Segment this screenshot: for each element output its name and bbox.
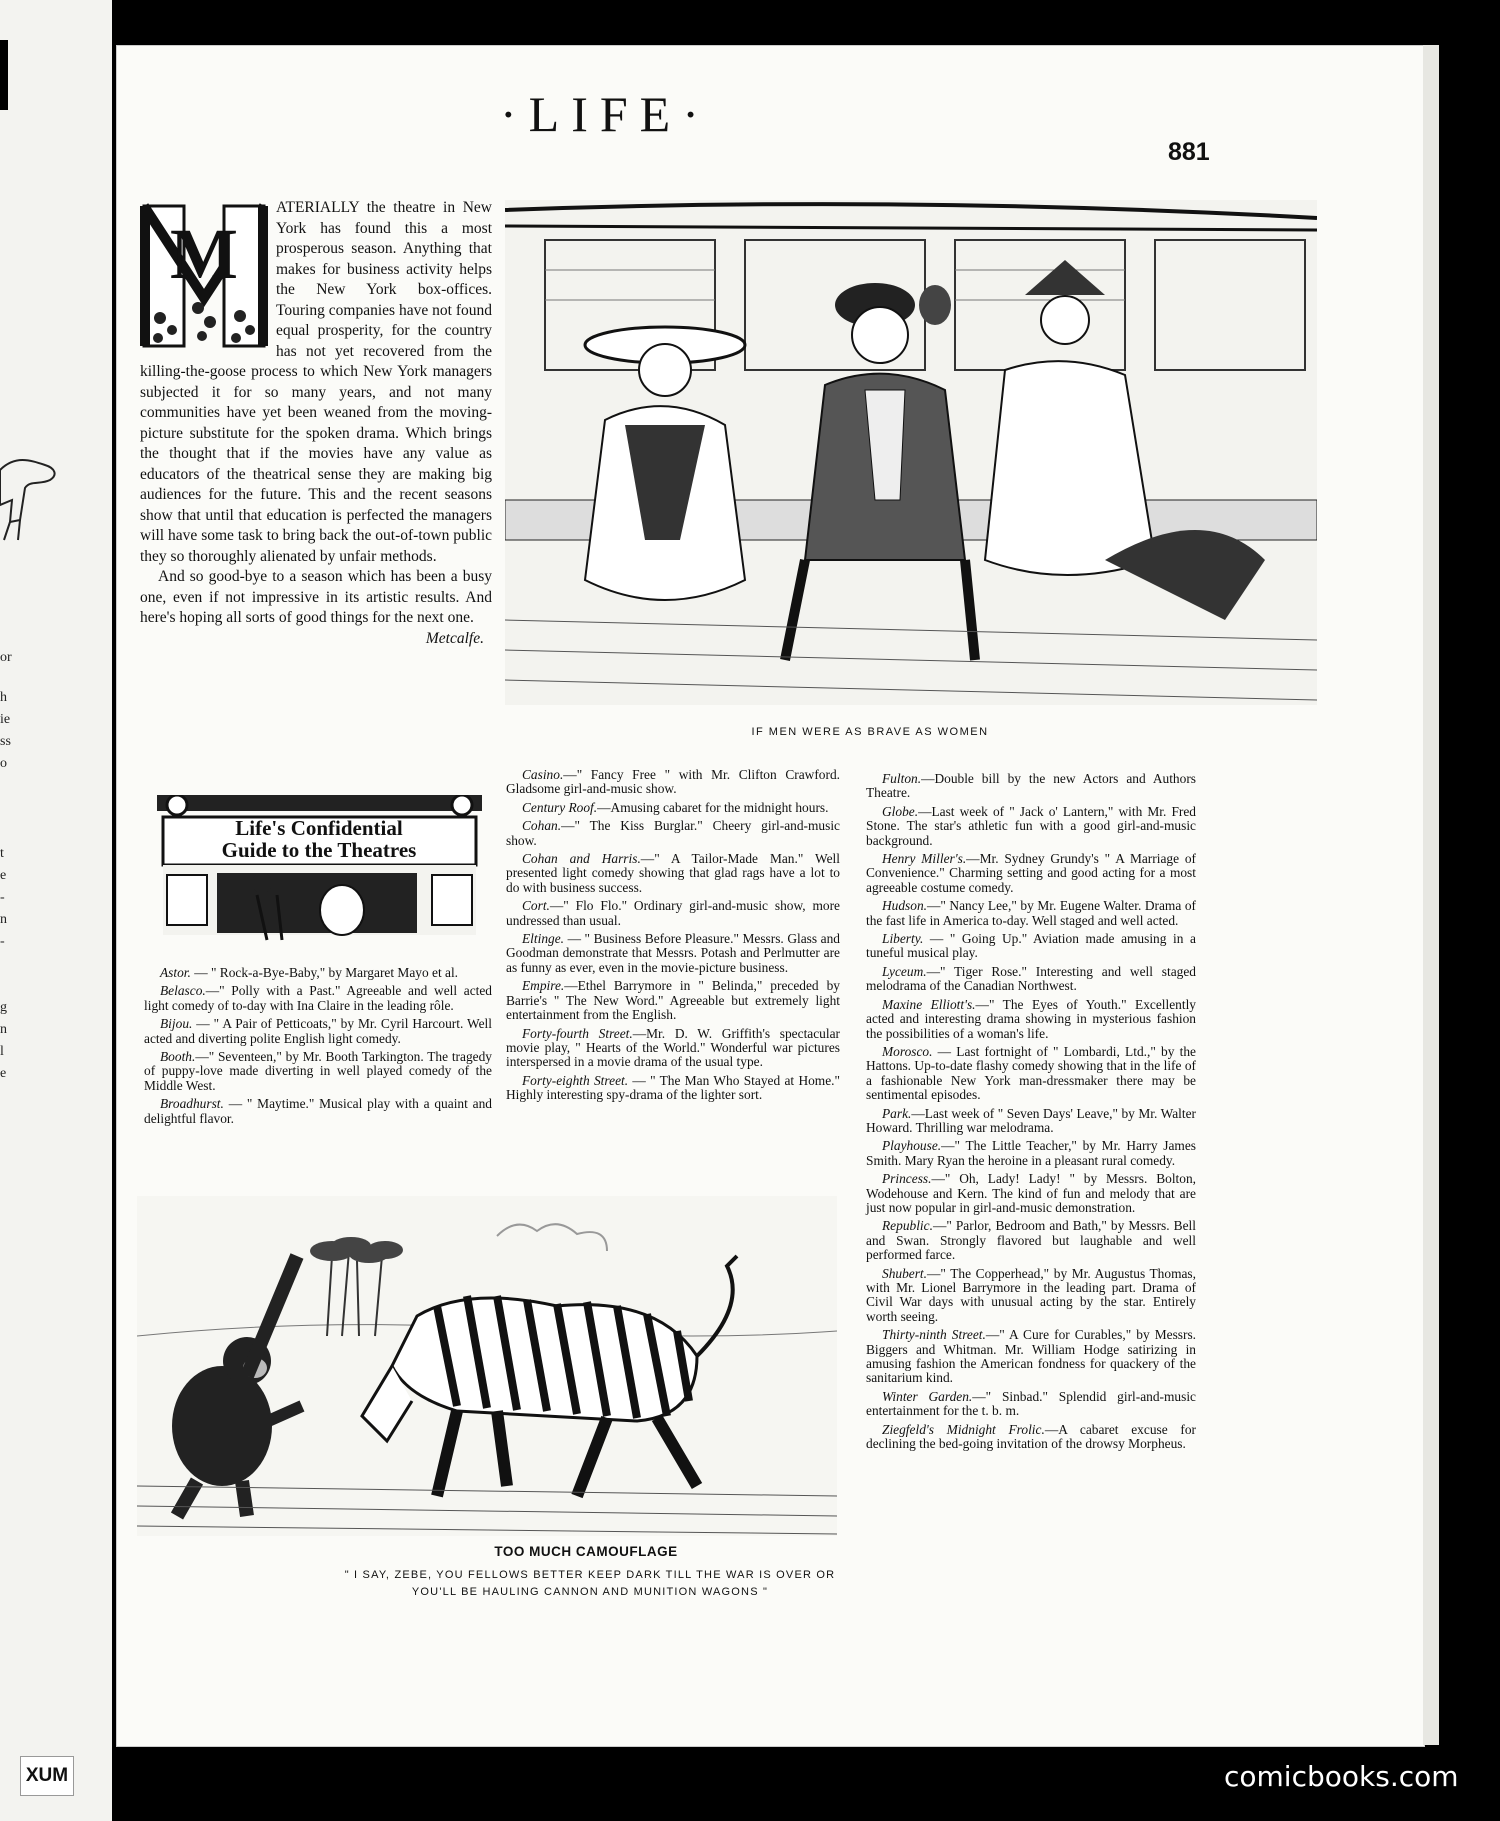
theatre-name: Astor. bbox=[160, 965, 191, 980]
theatre-description: — Last fortnight of " Lombardi, Ltd.," by the Hattons. Up-to-date flashy comedy showing that in the life of a fashionable New York man-dressmaker there may be sentimental episodes. bbox=[866, 1043, 1196, 1103]
scan-label: XUM bbox=[20, 1756, 74, 1796]
theatre-description: —" A Tailor-Made Man." Well presented light comedy showing that glad rags have a lot to do with business success. bbox=[506, 851, 840, 895]
theatre-entry bbox=[506, 852, 840, 895]
theatre-entry bbox=[506, 899, 840, 928]
theatre-description: —" Tiger Rose." Interesting and well staged melodrama of the Canadian Northwest. bbox=[866, 963, 1196, 994]
previous-page-text-fragment: or bbox=[0, 650, 12, 665]
theatre-description: —Amusing cabaret for the midnight hours. bbox=[597, 799, 829, 815]
theatre-entry bbox=[866, 932, 1196, 961]
theatre-description: —" The Copperhead," by Mr. Augustus Thomas, with Mr. Lionel Barrymore in the leading part. Drama of Civil War days with unusual acting by the star. Entirely worth seeing. bbox=[866, 1265, 1196, 1324]
theatre-description: —Ethel Barrymore in " Belinda," preceded by Barrie's " The New Word." Agreeable but extremely light entertainment from the English. bbox=[506, 978, 840, 1023]
previous-page-text-fragment: e bbox=[0, 868, 7, 883]
theatre-description: —" Fancy Free " with Mr. Clifton Crawford. Gladsome girl-and-music show. bbox=[506, 767, 840, 797]
signature: Metcalfe. bbox=[425, 629, 484, 647]
theatre-entry bbox=[866, 1139, 1196, 1168]
theatre-description: —" Seventeen," by Mr. Booth Tarkington. The tragedy of puppy-love made diverting in well played comedy of the Middle West. bbox=[144, 1049, 492, 1093]
theatre-entry bbox=[866, 1390, 1196, 1419]
previous-page-text-fragment: - bbox=[0, 890, 5, 905]
theatre-description: — " The Man Who Stayed at Home." Highly interesting spy-drama of the lighter sort. bbox=[506, 1072, 840, 1103]
theatre-entry bbox=[144, 1050, 492, 1093]
cartoon-train-compartment bbox=[505, 200, 1317, 705]
previous-page-text-fragment: o bbox=[0, 756, 7, 771]
theatre-name: Thirty-ninth Street. bbox=[882, 1327, 986, 1343]
theatre-name: Eltinge. bbox=[522, 931, 565, 947]
theatre-name: Maxine Elliott's. bbox=[882, 996, 976, 1012]
guide-title bbox=[158, 817, 480, 861]
previous-page-text-fragment: e bbox=[0, 1066, 7, 1081]
theatre-description: —Last week of " Seven Days' Leave," by Mr. Walter Howard. Thrilling war melodrama. bbox=[866, 1105, 1196, 1135]
theatre-description: —" The Little Teacher," by Mr. Harry James Smith. Mary Ryan the heroine in a pleasant rural comedy. bbox=[866, 1138, 1196, 1168]
theatre-description: — " Business Before Pleasure." Messrs. Glass and Goodman demonstrate that Messrs. Potash and Perlmutter are as funny as ever, even in the movie-picture business. bbox=[506, 931, 840, 975]
theatre-entry bbox=[144, 1017, 492, 1046]
intro-paragraph: ATERIALLY the theatre in New York has found this a most prosperous season. Anything that makes for business activity helps the New York box-offices. Touring companies have not found equal prosperity, for the country has not yet recovered from the killing-the-goose process to which New York managers subjected it for so many years, and not many communities have yet been weaned from the moving-picture substitute for the spoken drama. Which brings the thought that if the movies have any value as educators of the theatrical sense they are making big audiences for the future. This and the recent seasons show that until that education is perfected the managers will have some task to bring back the out-of-town public they so thoroughly alienated by unfair methods. bbox=[140, 199, 492, 565]
theatre-description: — " A Pair of Petticoats," by Mr. Cyril Harcourt. Well acted and diverting polite English light comedy. bbox=[144, 1016, 492, 1046]
theatre-name: Shubert. bbox=[882, 1265, 928, 1281]
theatre-name: Liberty. bbox=[882, 931, 924, 947]
theatre-entry bbox=[866, 965, 1196, 994]
theatre-entry bbox=[866, 998, 1196, 1041]
theatre-name: Lyceum. bbox=[882, 963, 927, 979]
cartoon-zebra-and-monkey bbox=[137, 1196, 837, 1536]
theatre-entry bbox=[866, 1172, 1196, 1215]
theatre-description: —Double bill by the new Actors and Authors Theatre. bbox=[866, 771, 1196, 801]
theatre-entry bbox=[506, 1027, 840, 1070]
theatre-listings-column-3 bbox=[866, 772, 1196, 1455]
theatre-description: —A cabaret excuse for declining the bed-going invitation of the drowsy Morpheus. bbox=[866, 1421, 1197, 1452]
previous-page-text-fragment: - bbox=[0, 934, 5, 949]
intro-article bbox=[140, 198, 492, 649]
previous-page-text-fragment: n bbox=[0, 912, 7, 927]
theatre-entry bbox=[866, 1219, 1196, 1262]
theatre-entry bbox=[144, 984, 492, 1013]
theatre-name: Park. bbox=[882, 1105, 912, 1121]
theatre-description: —Mr. Sydney Grundy's " A Marriage of Convenience." Charming setting and good acting for a most agreeable costume comedy. bbox=[866, 851, 1196, 895]
previous-page-text-fragment: n bbox=[0, 1022, 7, 1037]
theatre-name: Fulton. bbox=[882, 771, 922, 786]
theatre-description: — " Rock-a-Bye-Baby," by Margaret Mayo et al. bbox=[190, 965, 459, 980]
theatre-entry bbox=[506, 932, 840, 975]
theatre-description: —" Flo Flo." Ordinary girl-and-music show, more undressed than usual. bbox=[506, 898, 840, 928]
previous-page-text-fragment: g bbox=[0, 1000, 7, 1015]
theatre-name: Broadhurst. bbox=[160, 1096, 224, 1112]
theatre-description: —" A Cure for Curables," by Messrs. Biggers and Whitman. Mr. William Hodge satirizing in amusing fashion the American fondness for quackery of the sanitarium kind. bbox=[866, 1327, 1197, 1386]
previous-page-drawing-fragment bbox=[0, 440, 60, 560]
theatre-name: Princess. bbox=[882, 1171, 932, 1187]
guide-title-line: Life's Confidential bbox=[235, 816, 403, 840]
theatre-entry bbox=[866, 805, 1196, 848]
theatre-description: — " Going Up." Aviation made amusing in a tuneful musical play. bbox=[866, 931, 1196, 961]
theatre-name: Henry Miller's. bbox=[882, 851, 967, 867]
theatre-name: Ziegfeld's Midnight Frolic. bbox=[882, 1421, 1045, 1437]
theatre-description: —Mr. D. W. Griffith's spectacular movie play, " Hearts of the World." Wonderful war pictures interspersed in a movie drama of the usual type. bbox=[506, 1025, 840, 1070]
theatre-name: Winter Garden. bbox=[882, 1388, 973, 1404]
theatre-listings-column-1 bbox=[144, 966, 492, 1130]
masthead: ·LIFE· bbox=[500, 86, 711, 142]
theatre-entry bbox=[866, 772, 1196, 801]
theatre-entry bbox=[144, 1097, 492, 1126]
closing-paragraph: And so good-bye to a season which has been a busy one, even if not impressive in its artistic results. And here's hoping all sorts of good things for the next one. bbox=[140, 568, 492, 626]
theatre-name: Bijou. bbox=[160, 1016, 193, 1032]
cartoon-caption-line: YOU'LL BE HAULING CANNON AND MUNITION WAGONS " bbox=[411, 1586, 769, 1598]
theatre-name: Empire. bbox=[522, 978, 565, 994]
theatre-name: Cohan. bbox=[522, 818, 562, 834]
theatre-name: Morosco. bbox=[882, 1043, 933, 1059]
guide-title-line: Guide to the Theatres bbox=[221, 838, 417, 862]
theatre-description: —" Oh, Lady! Lady! " by Messrs. Bolton, Wodehouse and Kern. The kind of fun and melody that are just now popular in girl-and-music demonstration. bbox=[866, 1171, 1196, 1215]
drop-cap-letter: M bbox=[170, 214, 238, 294]
theatre-description: — " Maytime." Musical play with a quaint and delightful flavor. bbox=[144, 1096, 492, 1126]
previous-page-text-fragment: l bbox=[0, 1044, 4, 1059]
previous-page-text-fragment: t bbox=[0, 846, 4, 861]
theatre-entry bbox=[506, 801, 840, 815]
theatre-entry bbox=[506, 979, 840, 1022]
theatre-name: Hudson. bbox=[882, 898, 928, 914]
previous-page-text-fragment: h bbox=[0, 690, 7, 705]
theatre-entry bbox=[866, 1107, 1196, 1136]
drop-cap-illustration bbox=[140, 198, 268, 350]
theatre-entry bbox=[506, 768, 840, 797]
page-number: 881 bbox=[1168, 138, 1210, 166]
theatre-name: Booth. bbox=[160, 1049, 196, 1065]
theatre-name: Casino. bbox=[522, 767, 564, 782]
theatre-description: —" The Kiss Burglar." Cheery girl-and-music show. bbox=[506, 818, 840, 848]
theatre-name: Forty-eighth Street. bbox=[522, 1072, 629, 1088]
theatre-name: Cort. bbox=[522, 898, 550, 914]
previous-page-strip bbox=[0, 0, 112, 1821]
theatre-description: —" Parlor, Bedroom and Bath," by Messrs. Bell and Swan. Strongly flavored but laughable and well performed farce. bbox=[866, 1218, 1196, 1263]
theatre-entry bbox=[506, 819, 840, 848]
scan-edge-bar bbox=[0, 40, 8, 110]
theatre-entry bbox=[866, 1328, 1196, 1386]
theatre-description: —" Polly with a Past." Agreeable and well acted light comedy of to-day with Ina Claire in the leading rôle. bbox=[144, 983, 492, 1013]
theatre-description: —Last week of " Jack o' Lantern," with Mr. Fred Stone. The star's athletic fun with a good girl-and-music background. bbox=[866, 803, 1196, 848]
theatre-entry bbox=[866, 852, 1196, 895]
theatre-name: Cohan and Harris. bbox=[522, 851, 641, 867]
theatre-name: Republic. bbox=[882, 1218, 933, 1234]
theatre-description: —" Nancy Lee," by Mr. Eugene Walter. Drama of the fast life in America to-day. Well staged and well acted. bbox=[866, 898, 1196, 928]
theatre-description: —" Sinbad." Splendid girl-and-music entertainment for the t. b. m. bbox=[866, 1388, 1196, 1419]
theatre-name: Playhouse. bbox=[882, 1138, 942, 1154]
theatre-entry bbox=[144, 966, 492, 980]
theatre-listings-column-2 bbox=[506, 768, 840, 1107]
previous-page-text-fragment: ie bbox=[0, 712, 11, 727]
cartoon-caption-line: " I SAY, ZEBE, YOU FELLOWS BETTER KEEP DARK TILL THE WAR IS OVER OR bbox=[344, 1569, 836, 1581]
page-edge bbox=[1423, 45, 1439, 1745]
theatre-entry bbox=[866, 1423, 1196, 1452]
theatre-entry bbox=[506, 1074, 840, 1103]
theatre-name: Century Roof. bbox=[522, 799, 598, 815]
theatre-description: —" The Eyes of Youth." Excellently acted and interesting drama showing in mysterious fashion the possibilities of a woman's life. bbox=[866, 996, 1196, 1041]
theatre-name: Forty-fourth Street. bbox=[522, 1025, 633, 1041]
theatre-name: Belasco. bbox=[160, 983, 206, 999]
cartoon-title: TOO MUCH CAMOUFLAGE bbox=[494, 1544, 678, 1559]
theatre-entry bbox=[866, 899, 1196, 928]
theatre-entry bbox=[866, 1045, 1196, 1103]
theatre-entry bbox=[866, 1267, 1196, 1325]
previous-page-text-fragment: ss bbox=[0, 734, 11, 749]
cartoon-caption: IF MEN WERE AS BRAVE AS WOMEN bbox=[751, 726, 989, 738]
watermark: comicbooks.com bbox=[1224, 1760, 1459, 1793]
theatre-name: Globe. bbox=[882, 803, 919, 819]
